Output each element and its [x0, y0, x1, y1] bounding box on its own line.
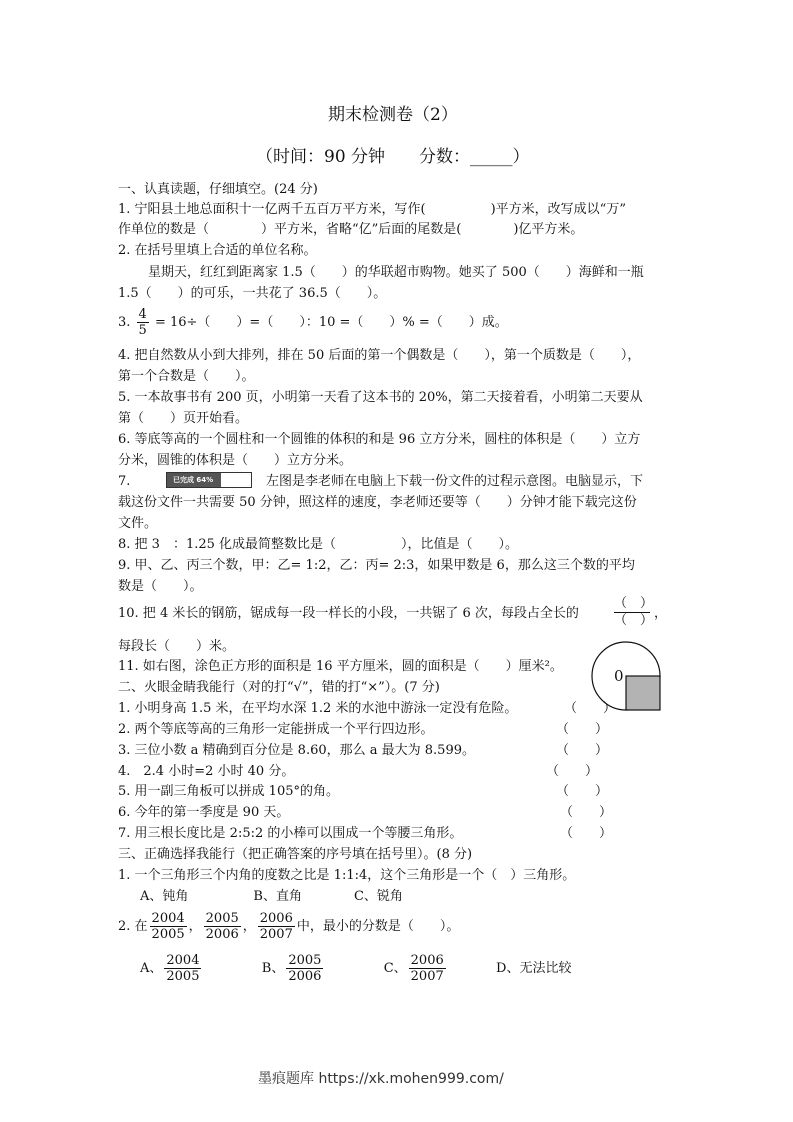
q2-line2: 星期天，红红到距离家 1.5（ ）的华联超市购物。她买了 500（ ）海鲜和一瓶 [148, 265, 644, 280]
q11-line: 11. 如右图，涂色正方形的面积是 16 平方厘米，圆的面积是（ ）厘米²。 [118, 659, 563, 674]
section2-heading: 二、火眼金睛我能行（对的打“√”，错的打“×”）。(7 分) [118, 680, 440, 695]
q6-line2: 分米，圆锥的体积是（ ）立方分米。 [118, 453, 353, 468]
fraction-numerator: 2004 [151, 911, 185, 926]
choice-q1-options: A、钝角 B、直角 C、锐角 [140, 889, 403, 904]
option-a-label: A、 [140, 961, 163, 976]
fraction-separator: ， [242, 919, 256, 934]
choice-q2-options [140, 952, 571, 986]
fraction-numerator: 2005 [288, 953, 322, 968]
q10-blank-fraction [614, 596, 654, 629]
q1-line1: 1. 宁阳县土地总面积十一亿两千五百万平方米，写作( )平方米，改写成以“万” [118, 202, 626, 217]
fraction-2004-2005 [150, 911, 187, 942]
q9-line1: 9. 甲、乙、丙三个数，甲：乙= 1:2，乙：丙= 2:3，如果甲数是 6，那么这三个数的平均 [118, 558, 635, 573]
q2-line1: 2. 在括号里填上合适的单位名称。 [118, 243, 317, 258]
fraction-denominator: 2007 [410, 969, 444, 984]
fraction-denominator: 2006 [288, 969, 322, 984]
choice-q2-suffix: 中，最小的分数是（ ）。 [296, 919, 460, 934]
q5-line1: 5. 一本故事书有 200 页，小明第一天看了这本书的 20%，第二天接着看，小明第二天要从 [118, 390, 643, 405]
q3-line [118, 307, 508, 339]
judge-item-6: 6. 今年的第一季度是 90 天。 [118, 805, 290, 820]
q10-line1: 10. 把 4 米长的钢筋，锯成每一段一样长的小段，一共锯了 6 次，每段占全长的 [118, 606, 579, 621]
fraction-denominator: 2005 [151, 927, 185, 942]
option-c [383, 953, 452, 984]
judge-item-3: 3. 三位小数 a 精确到百分位是 8.60，那么 a 最大为 8.599。 [118, 743, 475, 758]
judge-answer-5: （ ） [556, 784, 609, 799]
fraction-2006-2007 [258, 911, 295, 942]
option-a [140, 953, 208, 984]
q10-blank-numerator: （ ） [614, 596, 654, 611]
q10-line2: 每段长（ ）米。 [118, 639, 236, 654]
q4-line2: 第一个合数是（ ）。 [118, 369, 255, 384]
option-c-label: C、 [383, 961, 407, 976]
option-b-fraction [286, 953, 323, 984]
section1-heading: 一、认真读题，仔细填空。(24 分) [118, 182, 318, 197]
q7-line2: 载这份文件一共需要 50 分钟，照这样的速度，李老师还要等（ ）分钟才能下载完这份 [118, 495, 637, 510]
fraction-numerator: 2006 [410, 953, 444, 968]
q8-line: 8. 把 3 ：1.25 化成最简整数比是（ ），比值是（ ）。 [118, 537, 519, 552]
option-a-fraction [164, 953, 201, 984]
judge-answer-1: （ ） [564, 701, 617, 716]
judge-item-7: 7. 用三根长度比是 2:5:2 的小棒可以围成一个等腰三角形。 [118, 826, 463, 841]
q2-line3: 1.5（ ）的可乐，一共花了 36.5（ ）。 [118, 286, 387, 301]
q1-line2: 作单位的数是（ ）平方米，省略“亿”后面的尾数是( )亿平方米。 [118, 222, 584, 237]
fraction-denominator: 2006 [205, 927, 239, 942]
choice-q1: 1. 一个三角形三个内角的度数之比是 1:1:4，这个三角形是一个（ ）三角形。 [118, 868, 576, 883]
q3-fraction-numerator: 4 [138, 307, 147, 322]
q6-line1: 6. 等底等高的一个圆柱和一个圆锥的体积的和是 96 立方分米，圆柱的体积是（ ）立方 [118, 432, 641, 447]
judge-item-5: 5. 用一副三角板可以拼成 105°的角。 [118, 784, 339, 799]
option-b [261, 953, 330, 984]
judge-answer-7: （ ） [560, 826, 613, 841]
judge-item-1: 1. 小明身高 1.5 米，在平均水深 1.2 米的水池中游泳一定没有危险。 [118, 701, 518, 716]
q4-line1: 4. 把自然数从小到大排列，排在 50 后面的第一个偶数是（ ），第一个质数是（ ）， [118, 348, 641, 363]
q3-fraction [137, 307, 149, 338]
download-progress-label: 已完成 64% [173, 476, 214, 484]
q3-rest: = 16÷（ ）=（ ）：10 =（ ）% =（ ）成。 [154, 315, 508, 330]
shaded-square [626, 676, 660, 710]
fraction-numerator: 2005 [205, 911, 239, 926]
judge-item-2: 2. 两个等底等高的三角形一定能拼成一个平行四边形。 [118, 722, 434, 737]
q3-number: 3. [118, 315, 131, 330]
judge-answer-4: （ ） [546, 764, 599, 779]
footer-watermark: 墨痕题库 https://xk.mohen999.com/ [258, 1071, 504, 1087]
q3-fraction-denominator: 5 [138, 323, 147, 338]
option-d: D、无法比较 [496, 961, 572, 976]
judge-answer-3: （ ） [556, 743, 609, 758]
judge-item-4: 4. 2.4 小时=2 小时 40 分。 [118, 764, 295, 779]
section3-heading: 三、正确选择我能行（把正确答案的序号填在括号里）。(8 分) [118, 847, 473, 862]
page-subtitle: （时间：90 分钟 分数：_____） [256, 147, 530, 167]
q10-blank-denominator: （ ） [614, 613, 654, 628]
download-progress-bar [166, 472, 252, 488]
q5-line2: 第（ ）页开始看。 [118, 411, 249, 426]
q9-line2: 数是（ ）。 [118, 579, 203, 594]
choice-q2 [118, 910, 459, 944]
judge-answer-2: （ ） [556, 722, 609, 737]
option-c-fraction [409, 953, 446, 984]
fraction-numerator: 2004 [166, 953, 200, 968]
page-title: 期末检测卷（2） [328, 105, 458, 125]
q10-tail: ， [654, 606, 668, 621]
q7-number: 7. [118, 474, 131, 489]
q7-line3: 文件。 [118, 516, 158, 531]
fraction-numerator: 2006 [259, 911, 293, 926]
circle-center-label: 0 [614, 667, 624, 685]
fraction-2005-2006 [204, 911, 241, 942]
fraction-denominator: 2005 [166, 969, 200, 984]
option-b-label: B、 [261, 961, 285, 976]
fraction-denominator: 2007 [259, 927, 293, 942]
judge-answer-6: （ ） [560, 805, 613, 820]
q7-line1: 左图是李老师在电脑上下载一份文件的过程示意图。电脑显示，下 [266, 474, 644, 489]
fraction-separator: ， [188, 919, 202, 934]
choice-q2-prefix: 2. 在 [118, 919, 148, 934]
